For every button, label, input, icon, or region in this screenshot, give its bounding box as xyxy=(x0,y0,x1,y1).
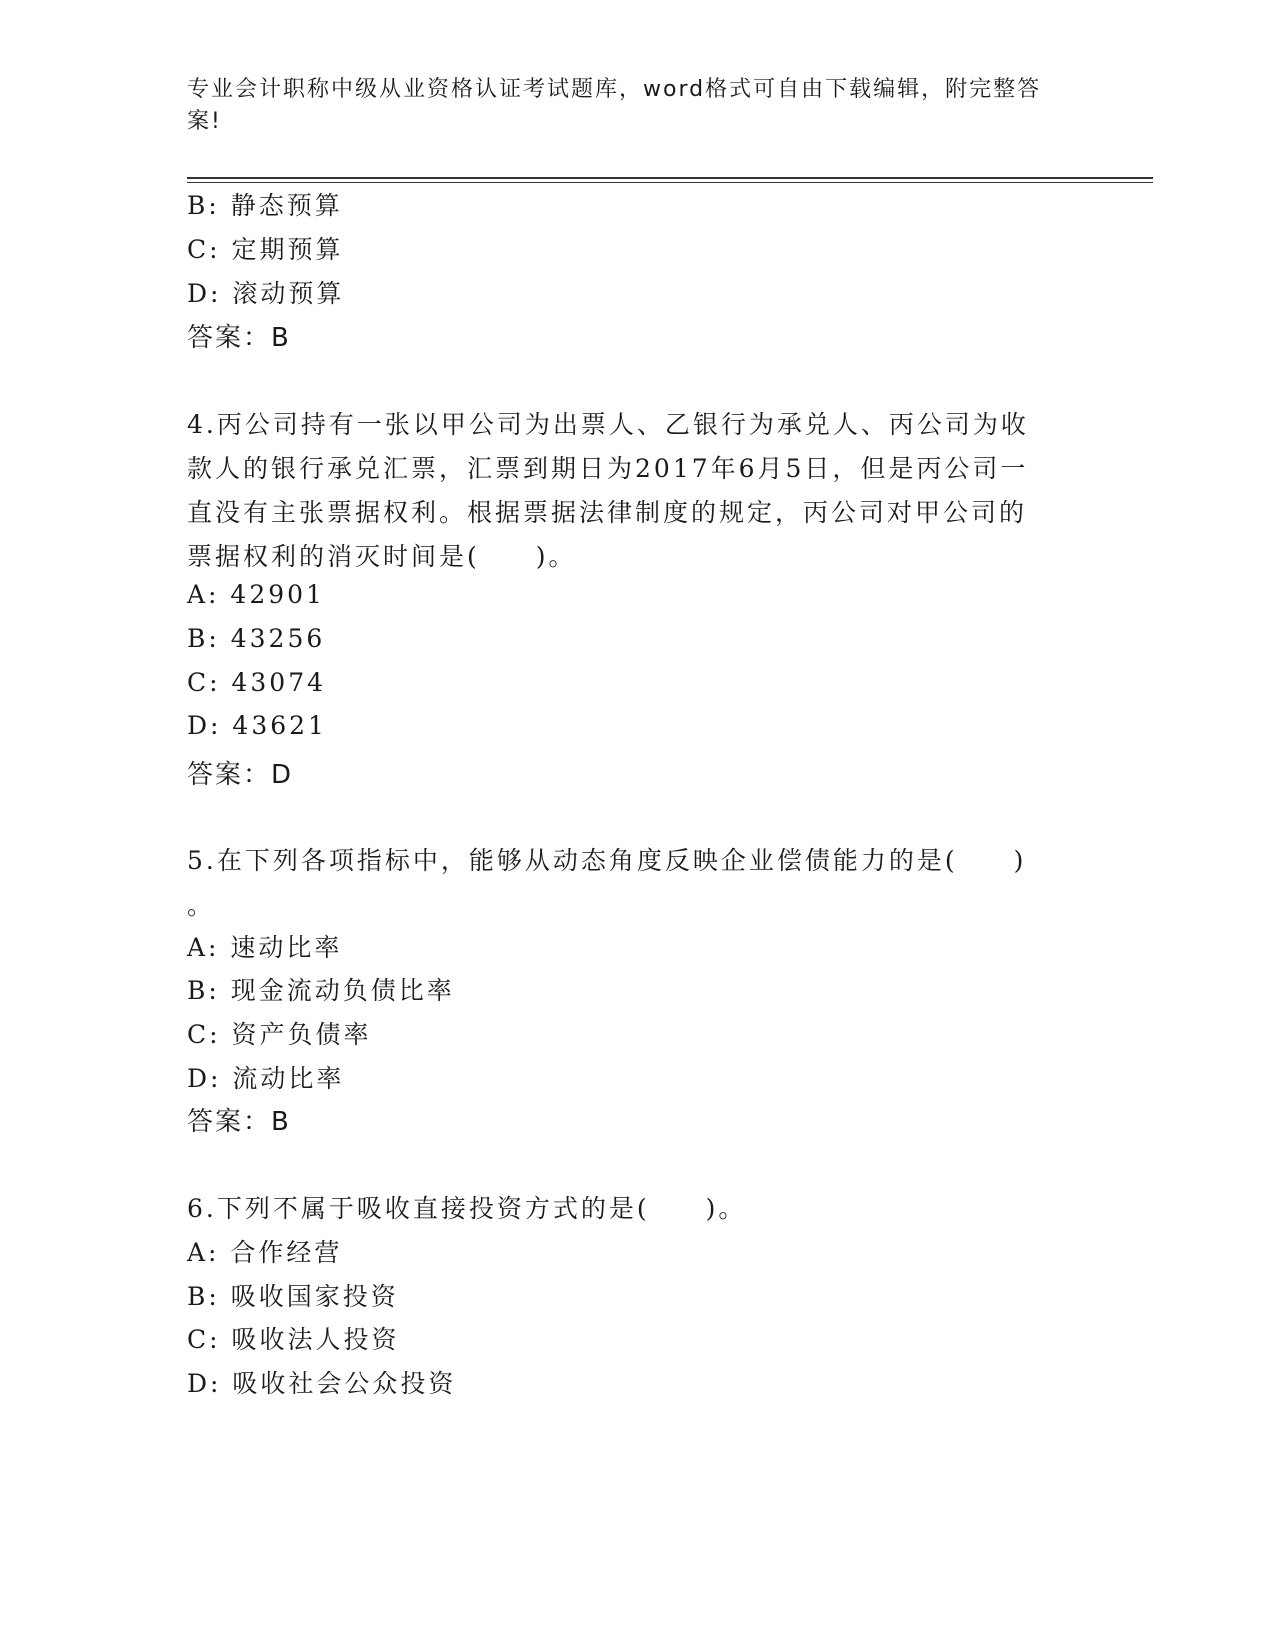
q5-option-b: B: 现金流动负债比率 xyxy=(187,976,455,1005)
q6-option-d: D: 吸收社会公众投资 xyxy=(187,1369,457,1398)
q5-stem-line-1: 5.在下列各项指标中，能够从动态角度反映企业偿债能力的是( ) xyxy=(187,846,1027,875)
q4-option-b: B: 43256 xyxy=(187,624,326,653)
header-line-1: 专业会计职称中级从业资格认证考试题库，word格式可自由下载编辑，附完整答 xyxy=(187,77,1042,102)
q6-stem-line-1: 6.下列不属于吸收直接投资方式的是( )。 xyxy=(187,1194,747,1223)
q6-option-a: A: 合作经营 xyxy=(187,1238,343,1267)
q4-stem-line-2: 款人的银行承兑汇票，汇票到期日为2017年6月5日，但是丙公司一 xyxy=(187,454,1029,483)
q5-option-d: D: 流动比率 xyxy=(187,1064,345,1093)
header-divider-thin xyxy=(187,182,1153,183)
q3-option-b: B: 静态预算 xyxy=(187,191,343,220)
q3-option-c: C: 定期预算 xyxy=(187,235,344,264)
header-divider-thick xyxy=(187,177,1153,179)
q4-stem-line-1: 4.丙公司持有一张以甲公司为出票人、乙银行为承兑人、丙公司为收 xyxy=(187,410,1029,439)
q3-option-d: D: 滚动预算 xyxy=(187,279,345,308)
q4-stem-line-3: 直没有主张票据权利。根据票据法律制度的规定，丙公司对甲公司的 xyxy=(187,498,1028,527)
q6-option-b: B: 吸收国家投资 xyxy=(187,1282,399,1311)
q5-option-a: A: 速动比率 xyxy=(187,933,343,962)
header-line-2: 案! xyxy=(187,109,222,134)
q4-option-a: A: 42901 xyxy=(187,580,325,609)
q5-option-c: C: 资产负债率 xyxy=(187,1020,372,1049)
q5-stem-line-2: 。 xyxy=(187,891,216,920)
q5-answer: 答案：B xyxy=(187,1107,291,1137)
q4-option-d: D: 43621 xyxy=(187,711,327,740)
q6-option-c: C: 吸收法人投资 xyxy=(187,1325,400,1354)
q4-answer: 答案：D xyxy=(187,760,294,790)
q4-stem-line-4: 票据权利的消灭时间是( )。 xyxy=(187,542,577,571)
q3-answer: 答案：B xyxy=(187,323,291,353)
q4-option-c: C: 43074 xyxy=(187,668,327,697)
document-header xyxy=(187,74,1067,138)
